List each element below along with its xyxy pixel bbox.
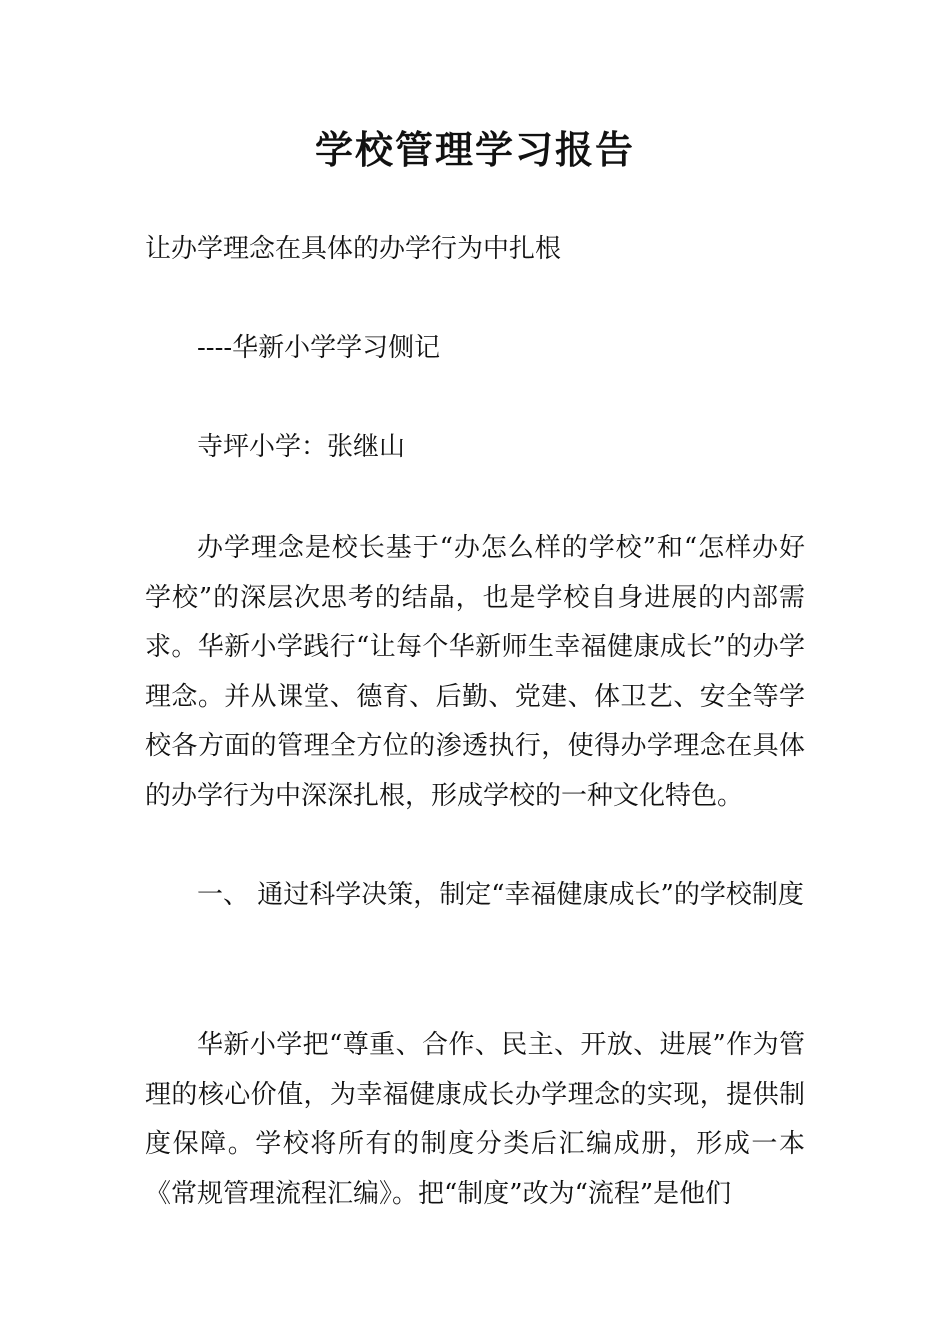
document-title: 学校管理学习报告 [314, 128, 635, 172]
paragraph-section-1: 华新小学把“尊重、合作、民主、开放、进展”作为管理的核心价值，为幸福健康成长办学理念的实现，提供制度保障。学校将所有的制度分类后汇编成册，形成一本《常规管理流程汇编》。把“制度”改为“流程”是他们 [145, 1030, 805, 1209]
paragraph-intro: 办学理念是校长基于“办怎么样的学校”和“怎样办好学校”的深层次思考的结晶，也是学校自身进展的内部需求。华新小学践行“让每个华新师生幸福健康成长”的办学理念。并从课堂、德育、后勤、党建、体卫艺、安全等学校各方面的管理全方位的渗透执行，使得办学理念在具体的办学行为中深深扎根，形成学校的一种文化特色。 [145, 533, 805, 811]
document-subtitle: 让办学理念在具体的办学行为中扎根 [145, 234, 562, 264]
section-heading-1: 一、 通过科学决策，制定“幸福健康成长”的学校制度 [197, 880, 804, 910]
document-author: 寺坪小学：张继山 [197, 432, 406, 462]
document-byline: ----华新小学学习侧记 [197, 333, 441, 363]
